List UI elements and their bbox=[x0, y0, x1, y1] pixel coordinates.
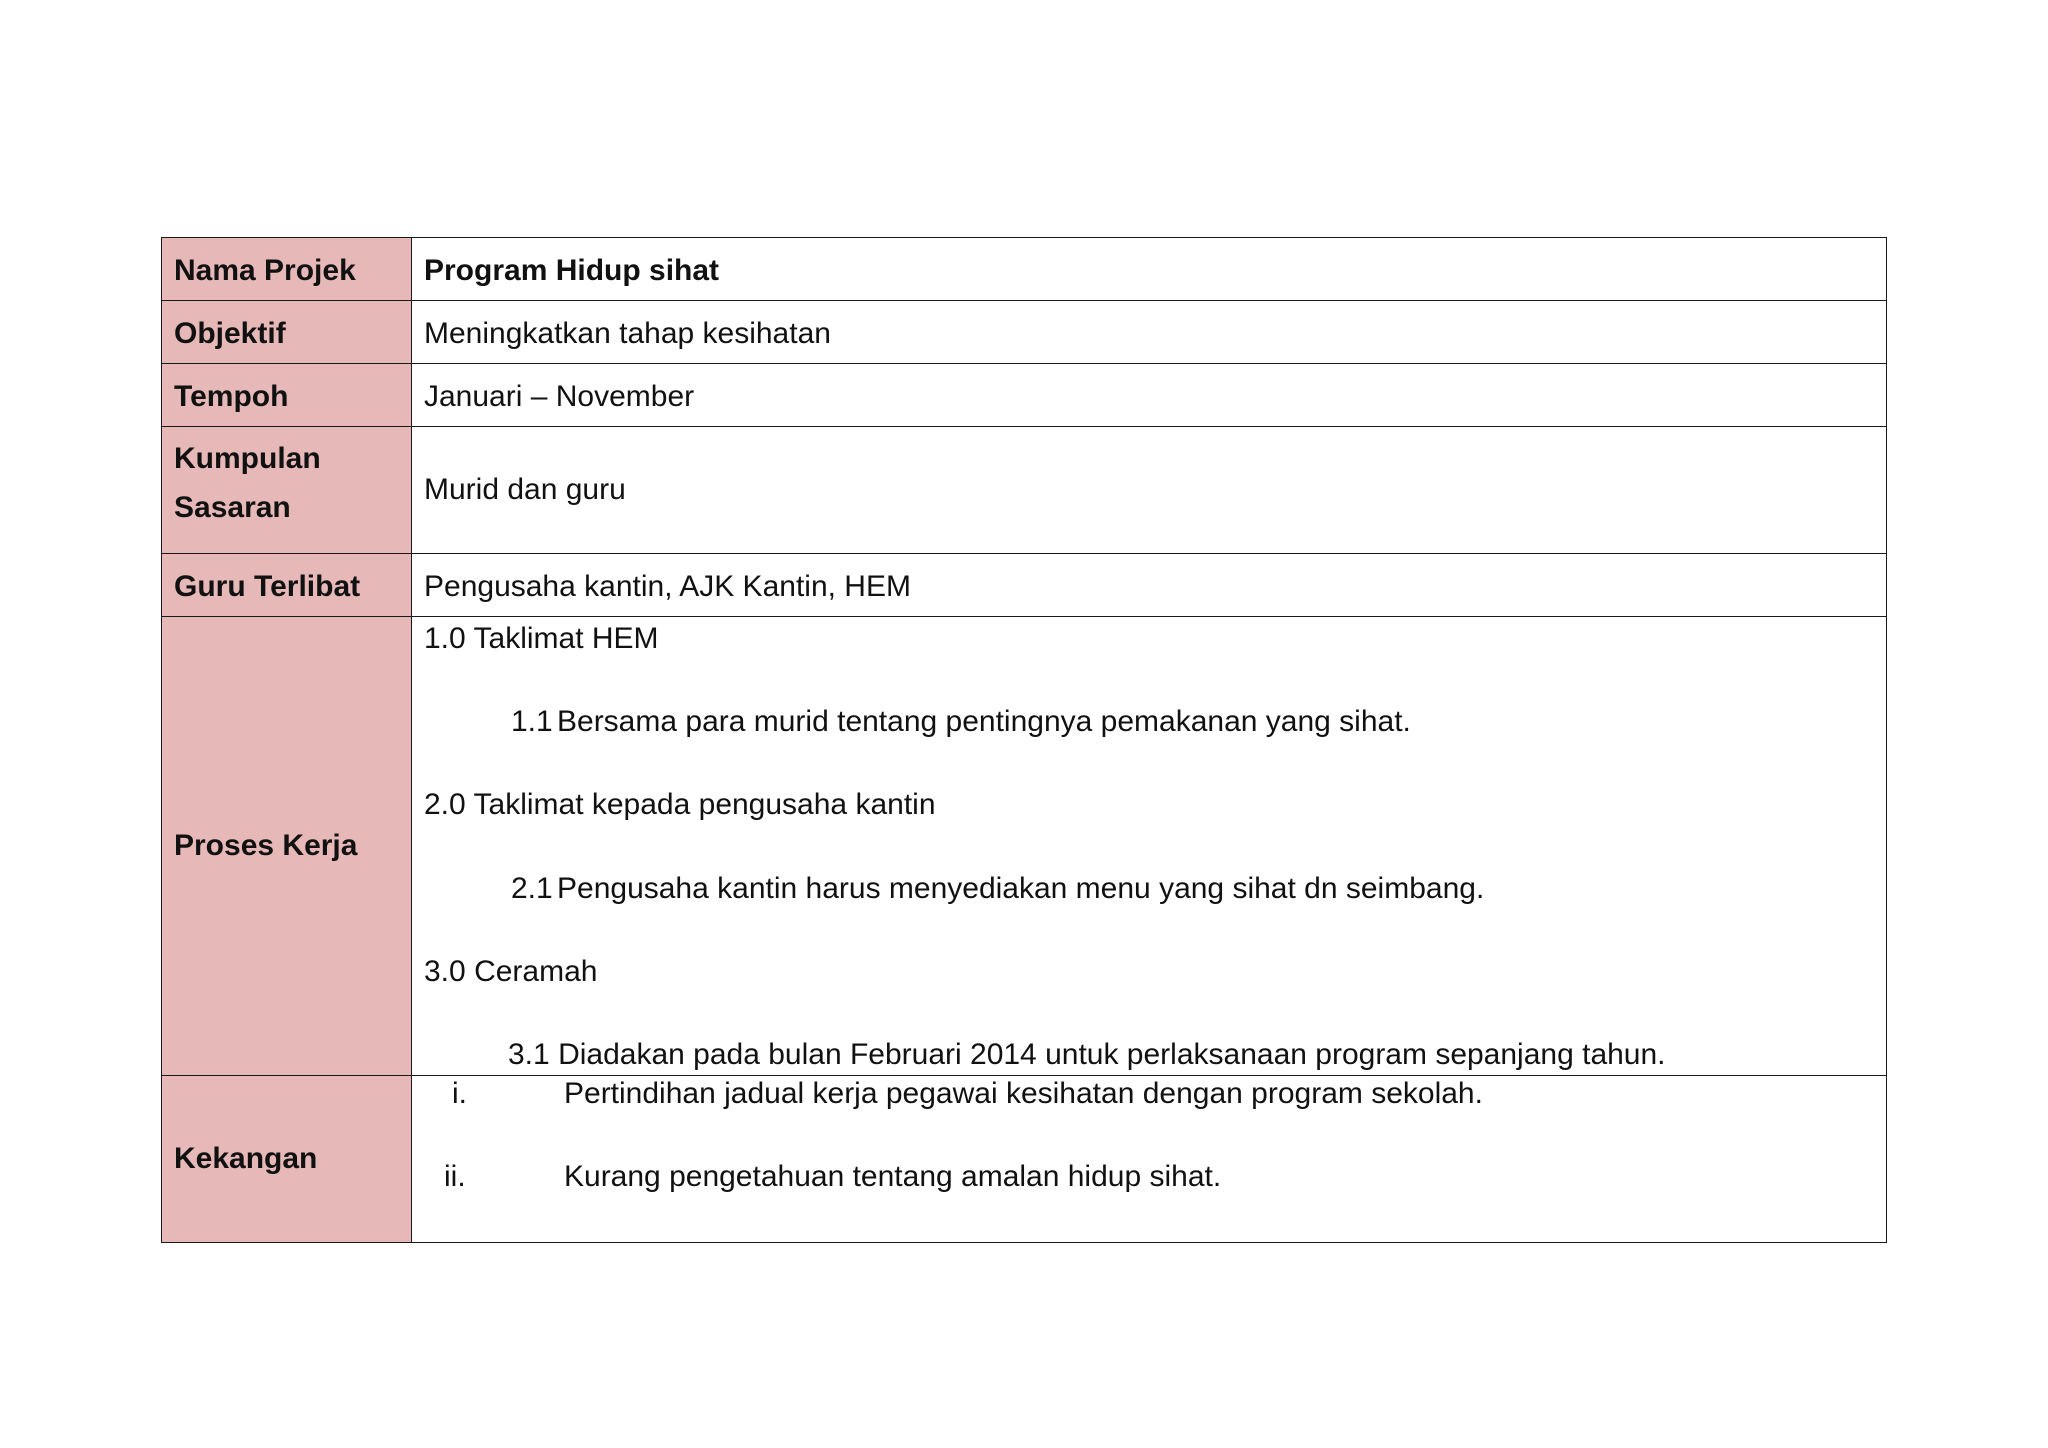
row-tempoh bbox=[162, 364, 1887, 427]
step-3-1 bbox=[508, 1037, 1666, 1073]
value-objektif: Meningkatkan tahap kesihatan bbox=[412, 301, 1887, 364]
label-kekangan: Kekangan bbox=[162, 1076, 412, 1243]
row-nama-projek bbox=[162, 238, 1887, 301]
step-1-number: 1.0 bbox=[424, 622, 466, 655]
row-objektif bbox=[162, 301, 1887, 364]
project-table bbox=[161, 237, 1887, 1243]
step-2 bbox=[424, 787, 936, 823]
kekangan-item-2-text: Kurang pengetahuan tentang amalan hidup sihat. bbox=[564, 1160, 1222, 1193]
label-guru-terlibat: Guru Terlibat bbox=[162, 554, 412, 617]
step-3-1-text: Diadakan pada bulan Februari 2014 untuk perlaksanaan program sepanjang tahun. bbox=[558, 1038, 1666, 1071]
label-kumpulan-line1: Kumpulan bbox=[174, 442, 321, 475]
step-1-1 bbox=[511, 704, 1411, 740]
kekangan-item-2 bbox=[444, 1159, 1221, 1195]
label-proses-kerja: Proses Kerja bbox=[162, 617, 412, 1076]
step-1 bbox=[424, 621, 659, 657]
step-3 bbox=[424, 954, 597, 990]
value-guru-terlibat: Pengusaha kantin, AJK Kantin, HEM bbox=[412, 554, 1887, 617]
kekangan-item-2-marker: ii. bbox=[444, 1160, 466, 1193]
step-1-1-number: 1.1 bbox=[511, 705, 553, 738]
label-objektif: Objektif bbox=[162, 301, 412, 364]
value-proses-kerja bbox=[412, 617, 1887, 1076]
step-1-text: Taklimat HEM bbox=[473, 622, 659, 655]
proses-kerja-list bbox=[412, 617, 1886, 1075]
step-3-text: Ceramah bbox=[474, 955, 598, 988]
step-2-1-number: 2.1 bbox=[511, 872, 553, 905]
value-kumpulan-sasaran: Murid dan guru bbox=[412, 427, 1887, 554]
label-nama-projek: Nama Projek bbox=[162, 238, 412, 301]
step-2-1 bbox=[511, 871, 1484, 907]
step-2-number: 2.0 bbox=[424, 788, 466, 821]
kekangan-item-1 bbox=[452, 1076, 1483, 1112]
value-tempoh: Januari – November bbox=[412, 364, 1887, 427]
kekangan-item-1-marker: i. bbox=[452, 1077, 467, 1110]
row-guru-terlibat bbox=[162, 554, 1887, 617]
kekangan-list bbox=[412, 1076, 1886, 1242]
kekangan-item-1-text: Pertindihan jadual kerja pegawai kesihatan dengan program sekolah. bbox=[564, 1077, 1483, 1110]
row-proses-kerja bbox=[162, 617, 1887, 1076]
label-kumpulan-line2: Sasaran bbox=[174, 491, 291, 524]
step-3-number: 3.0 bbox=[424, 955, 466, 988]
value-kekangan bbox=[412, 1076, 1887, 1243]
step-2-1-text: Pengusaha kantin harus menyediakan menu yang sihat dn seimbang. bbox=[557, 872, 1485, 905]
row-kekangan bbox=[162, 1076, 1887, 1243]
row-kumpulan-sasaran bbox=[162, 427, 1887, 554]
label-kumpulan-sasaran bbox=[162, 427, 412, 554]
value-nama-projek: Program Hidup sihat bbox=[412, 238, 1887, 301]
step-2-text: Taklimat kepada pengusaha kantin bbox=[473, 788, 936, 821]
step-3-1-number: 3.1 bbox=[508, 1038, 550, 1071]
label-tempoh: Tempoh bbox=[162, 364, 412, 427]
step-1-1-text: Bersama para murid tentang pentingnya pemakanan yang sihat. bbox=[557, 705, 1411, 738]
